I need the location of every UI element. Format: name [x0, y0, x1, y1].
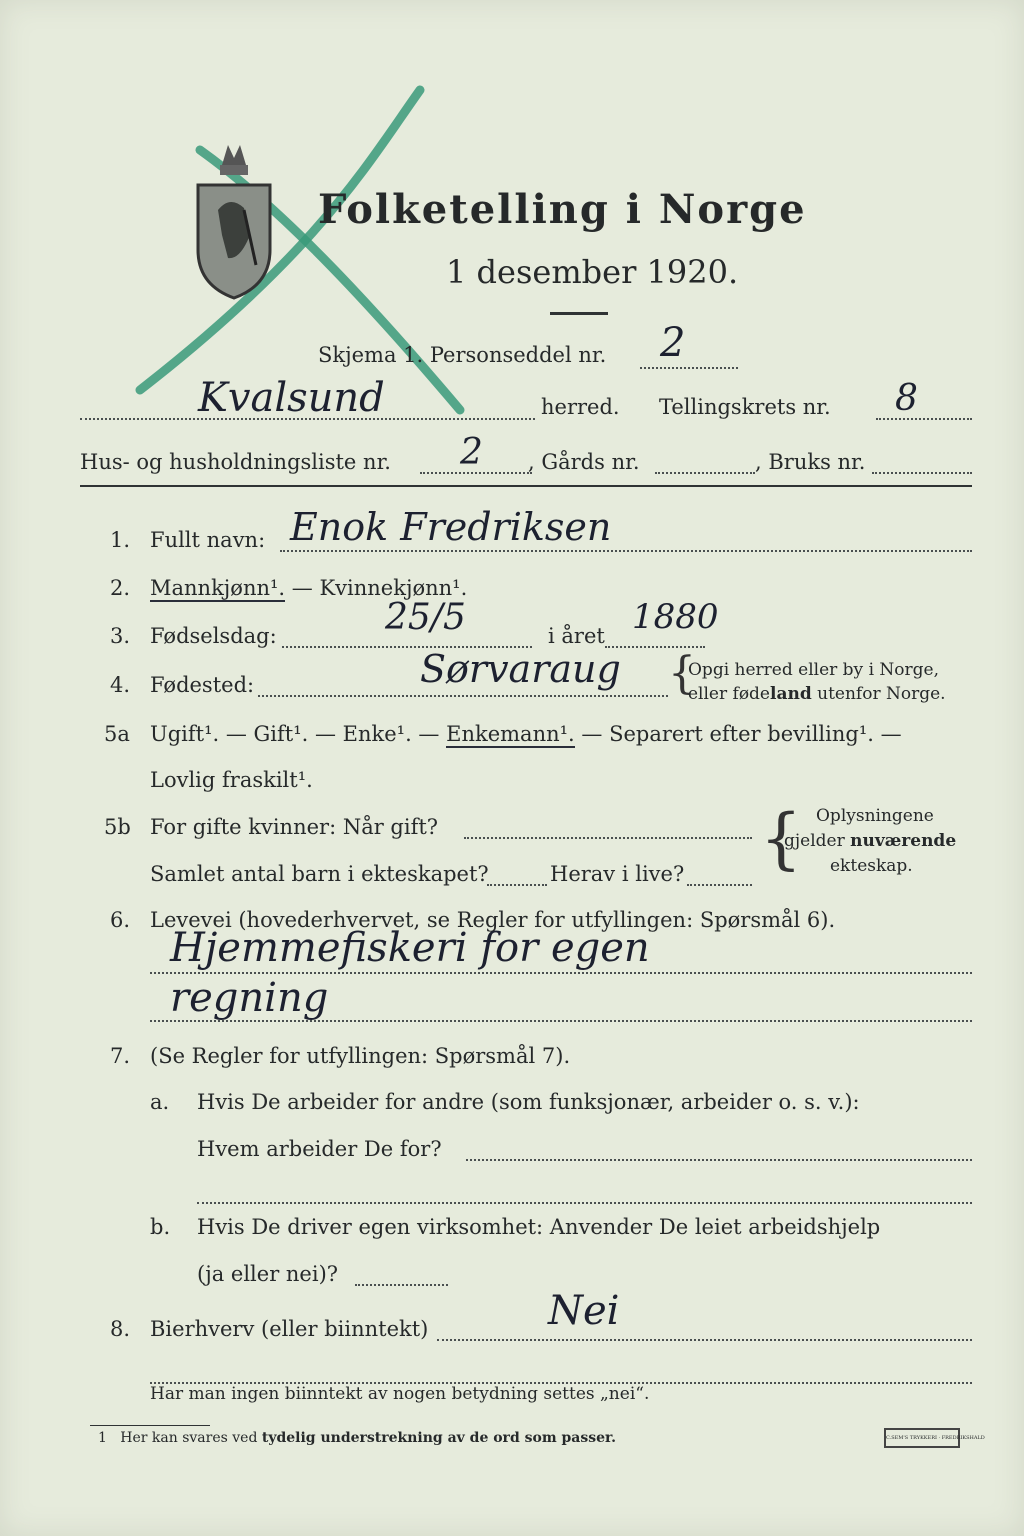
q3-value: 25/5 [385, 597, 466, 638]
q5b-note-line2 [784, 831, 956, 851]
q3-number: 3. [110, 624, 131, 648]
footnote-bold: tydelig understrekning av de ord som passer. [261, 1430, 617, 1446]
q3-label: Fødselsdag: [150, 624, 277, 648]
q4-number: 4. [110, 673, 131, 697]
q4-line [258, 695, 668, 697]
footer-note: Har man ingen biinntekt av nogen betydning settes „nei“. [150, 1384, 650, 1404]
q5a-opt-fraskilt: Lovlig fraskilt¹. [150, 768, 313, 792]
q6-value-line2: regning [170, 975, 329, 1021]
q5a-options [150, 722, 902, 746]
q6-value-line1: Hjemmefiskeri for egen [170, 925, 650, 971]
q5b-alive-line [687, 884, 752, 886]
q7a-line1 [466, 1159, 972, 1161]
q2-separator: — [285, 576, 320, 600]
q7b-text: Hvis De driver egen virksomhet: Anvender De leiet arbeidshjelp [197, 1215, 881, 1239]
form-title: Folketelling i Norge [318, 186, 807, 233]
q7a-text: Hvis De arbeider for andre (som funksjonær, arbeider o. s. v.): [197, 1090, 860, 1114]
q1-value: Enok Fredriksen [290, 505, 612, 549]
gards-label: , Gårds nr. [528, 450, 640, 474]
q1-label: Fullt navn: [150, 528, 266, 552]
q5b-label-children: Samlet antal barn i ekteskapet? [150, 862, 489, 886]
q6-number: 6. [110, 908, 131, 932]
q1-number: 1. [110, 528, 131, 552]
printer-stamp: C.SEM'S TRYKKERI · FREDRIKSHALD [884, 1428, 960, 1448]
q5a-opt-ugift: Ugift¹. — Gift¹. — Enke¹. — [150, 722, 440, 746]
q5b-number: 5b [104, 815, 131, 839]
q5b-label-when: For gifte kvinner: Når gift? [150, 815, 439, 839]
coat-of-arms-icon [192, 140, 276, 300]
schema-label: Skjema 1. Personseddel nr. [318, 343, 607, 367]
household-list-label: Hus- og husholdningsliste nr. [80, 450, 391, 474]
footnote-rule [90, 1425, 210, 1426]
q4-note-post: utenfor Norge. [811, 684, 946, 704]
title-divider [550, 312, 608, 315]
q2-number: 2. [110, 576, 131, 600]
q4-label: Fødested: [150, 673, 255, 697]
household-list-value: 2 [460, 432, 483, 473]
q7b-mark: b. [150, 1215, 171, 1239]
tellingskrets-line [876, 418, 972, 420]
q6-label: Levevei (hovederhvervet, se Regler for utfyllingen: Spørsmål 6). [150, 908, 836, 932]
q7b-question: (ja eller nei)? [197, 1262, 339, 1286]
q5b-brace: { [760, 800, 802, 877]
q5a-opt-enkemann: Enkemann¹. [446, 722, 575, 746]
q7a-line2 [197, 1202, 972, 1204]
q7a-mark: a. [150, 1090, 170, 1114]
q3-year-value: 1880 [632, 597, 719, 637]
header-rule [80, 485, 972, 487]
q7b-line [355, 1284, 448, 1286]
q1-line [280, 550, 972, 552]
q3-year-label: i året [548, 624, 605, 648]
q7-number: 7. [110, 1044, 131, 1068]
q4-note-line2 [688, 684, 946, 704]
footnote-mark: 1 [98, 1430, 107, 1446]
tellingskrets-label: Tellingskrets nr. [659, 395, 831, 419]
bruks-label: , Bruks nr. [755, 450, 866, 474]
q5b-children-line [487, 884, 547, 886]
q4-value: Sørvaraug [420, 647, 621, 691]
q4-note-pre: eller føde [688, 684, 770, 704]
q4-brace: { [668, 648, 696, 699]
footnote-pre: Her kan svares ved [120, 1430, 262, 1446]
q8-number: 8. [110, 1317, 131, 1341]
schema-number-value: 2 [660, 320, 686, 366]
q2-female-option: Kvinnekjønn¹. [319, 576, 468, 600]
q4-note-line1: Opgi herred eller by i Norge, [688, 660, 939, 680]
footnote [98, 1430, 616, 1446]
q7a-question: Hvem arbeider De for? [197, 1137, 442, 1161]
q6-line1 [150, 972, 972, 974]
herred-label: herred. [541, 395, 620, 419]
schema-number-line [640, 367, 738, 369]
bruks-line [872, 472, 972, 474]
q7-label: (Se Regler for utfyllingen: Spørsmål 7). [150, 1044, 571, 1068]
q5b-when-line [464, 837, 752, 839]
q8-label: Bierhverv (eller biinntekt) [150, 1317, 429, 1341]
herred-value: Kvalsund [198, 375, 385, 421]
q5b-note-line3: ekteskap. [830, 856, 913, 876]
q5a-number: 5a [104, 722, 130, 746]
q8-value: Nei [548, 1288, 620, 1334]
q2-male-option: Mannkjønn¹. [150, 576, 286, 600]
gards-line [655, 472, 755, 474]
census-date: 1 desember 1920. [446, 253, 739, 291]
q5b-note-line1: Oplysningene [816, 806, 934, 826]
q5b-note-bold: nuværende [850, 831, 957, 851]
q5b-label-alive: Herav i live? [550, 862, 685, 886]
q5a-opt-separert: — Separert efter bevilling¹. — [581, 722, 902, 746]
q4-note-bold: land [770, 684, 812, 704]
tellingskrets-value: 8 [895, 378, 918, 419]
q8-line1 [437, 1339, 972, 1341]
q5b-note-pre: gjelder [784, 831, 851, 851]
